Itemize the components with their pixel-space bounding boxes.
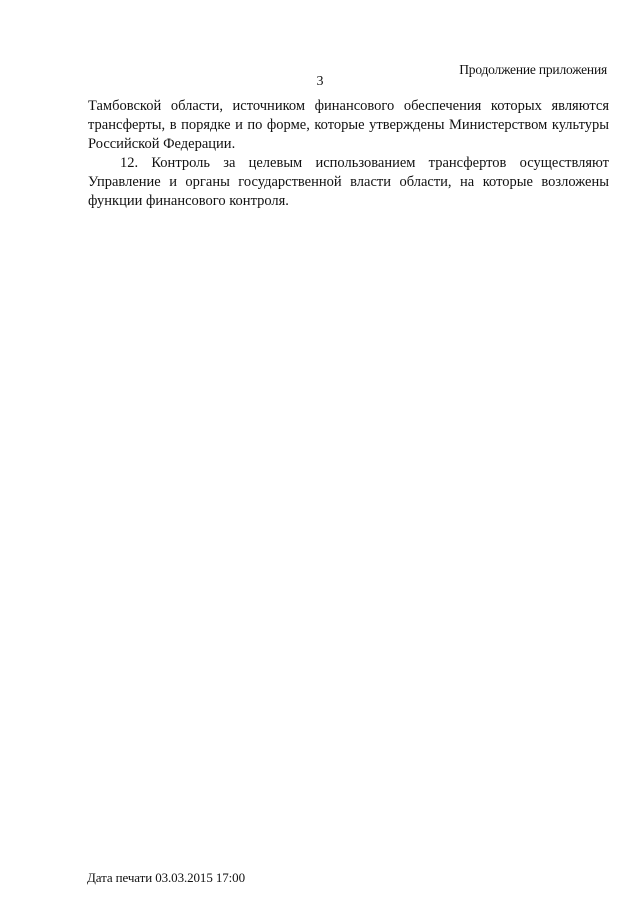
continuation-label: Продолжение приложения [459,62,607,77]
paragraph-12: 12. Контроль за целевым использованием трансфертов осуществляют Управление и органы государственной власти области, на которые возложены функции финансового контроля. [88,155,609,209]
page-number: 3 [316,74,324,89]
body-text [88,97,609,211]
print-date-footer: Дата печати 03.03.2015 17:00 [87,870,245,885]
paragraph-continuation: Тамбовской области, источником финансового обеспечения которых являются трансферты, в порядке и по форме, которые утверждены Министерством культуры Российской Федерации. [88,98,609,152]
